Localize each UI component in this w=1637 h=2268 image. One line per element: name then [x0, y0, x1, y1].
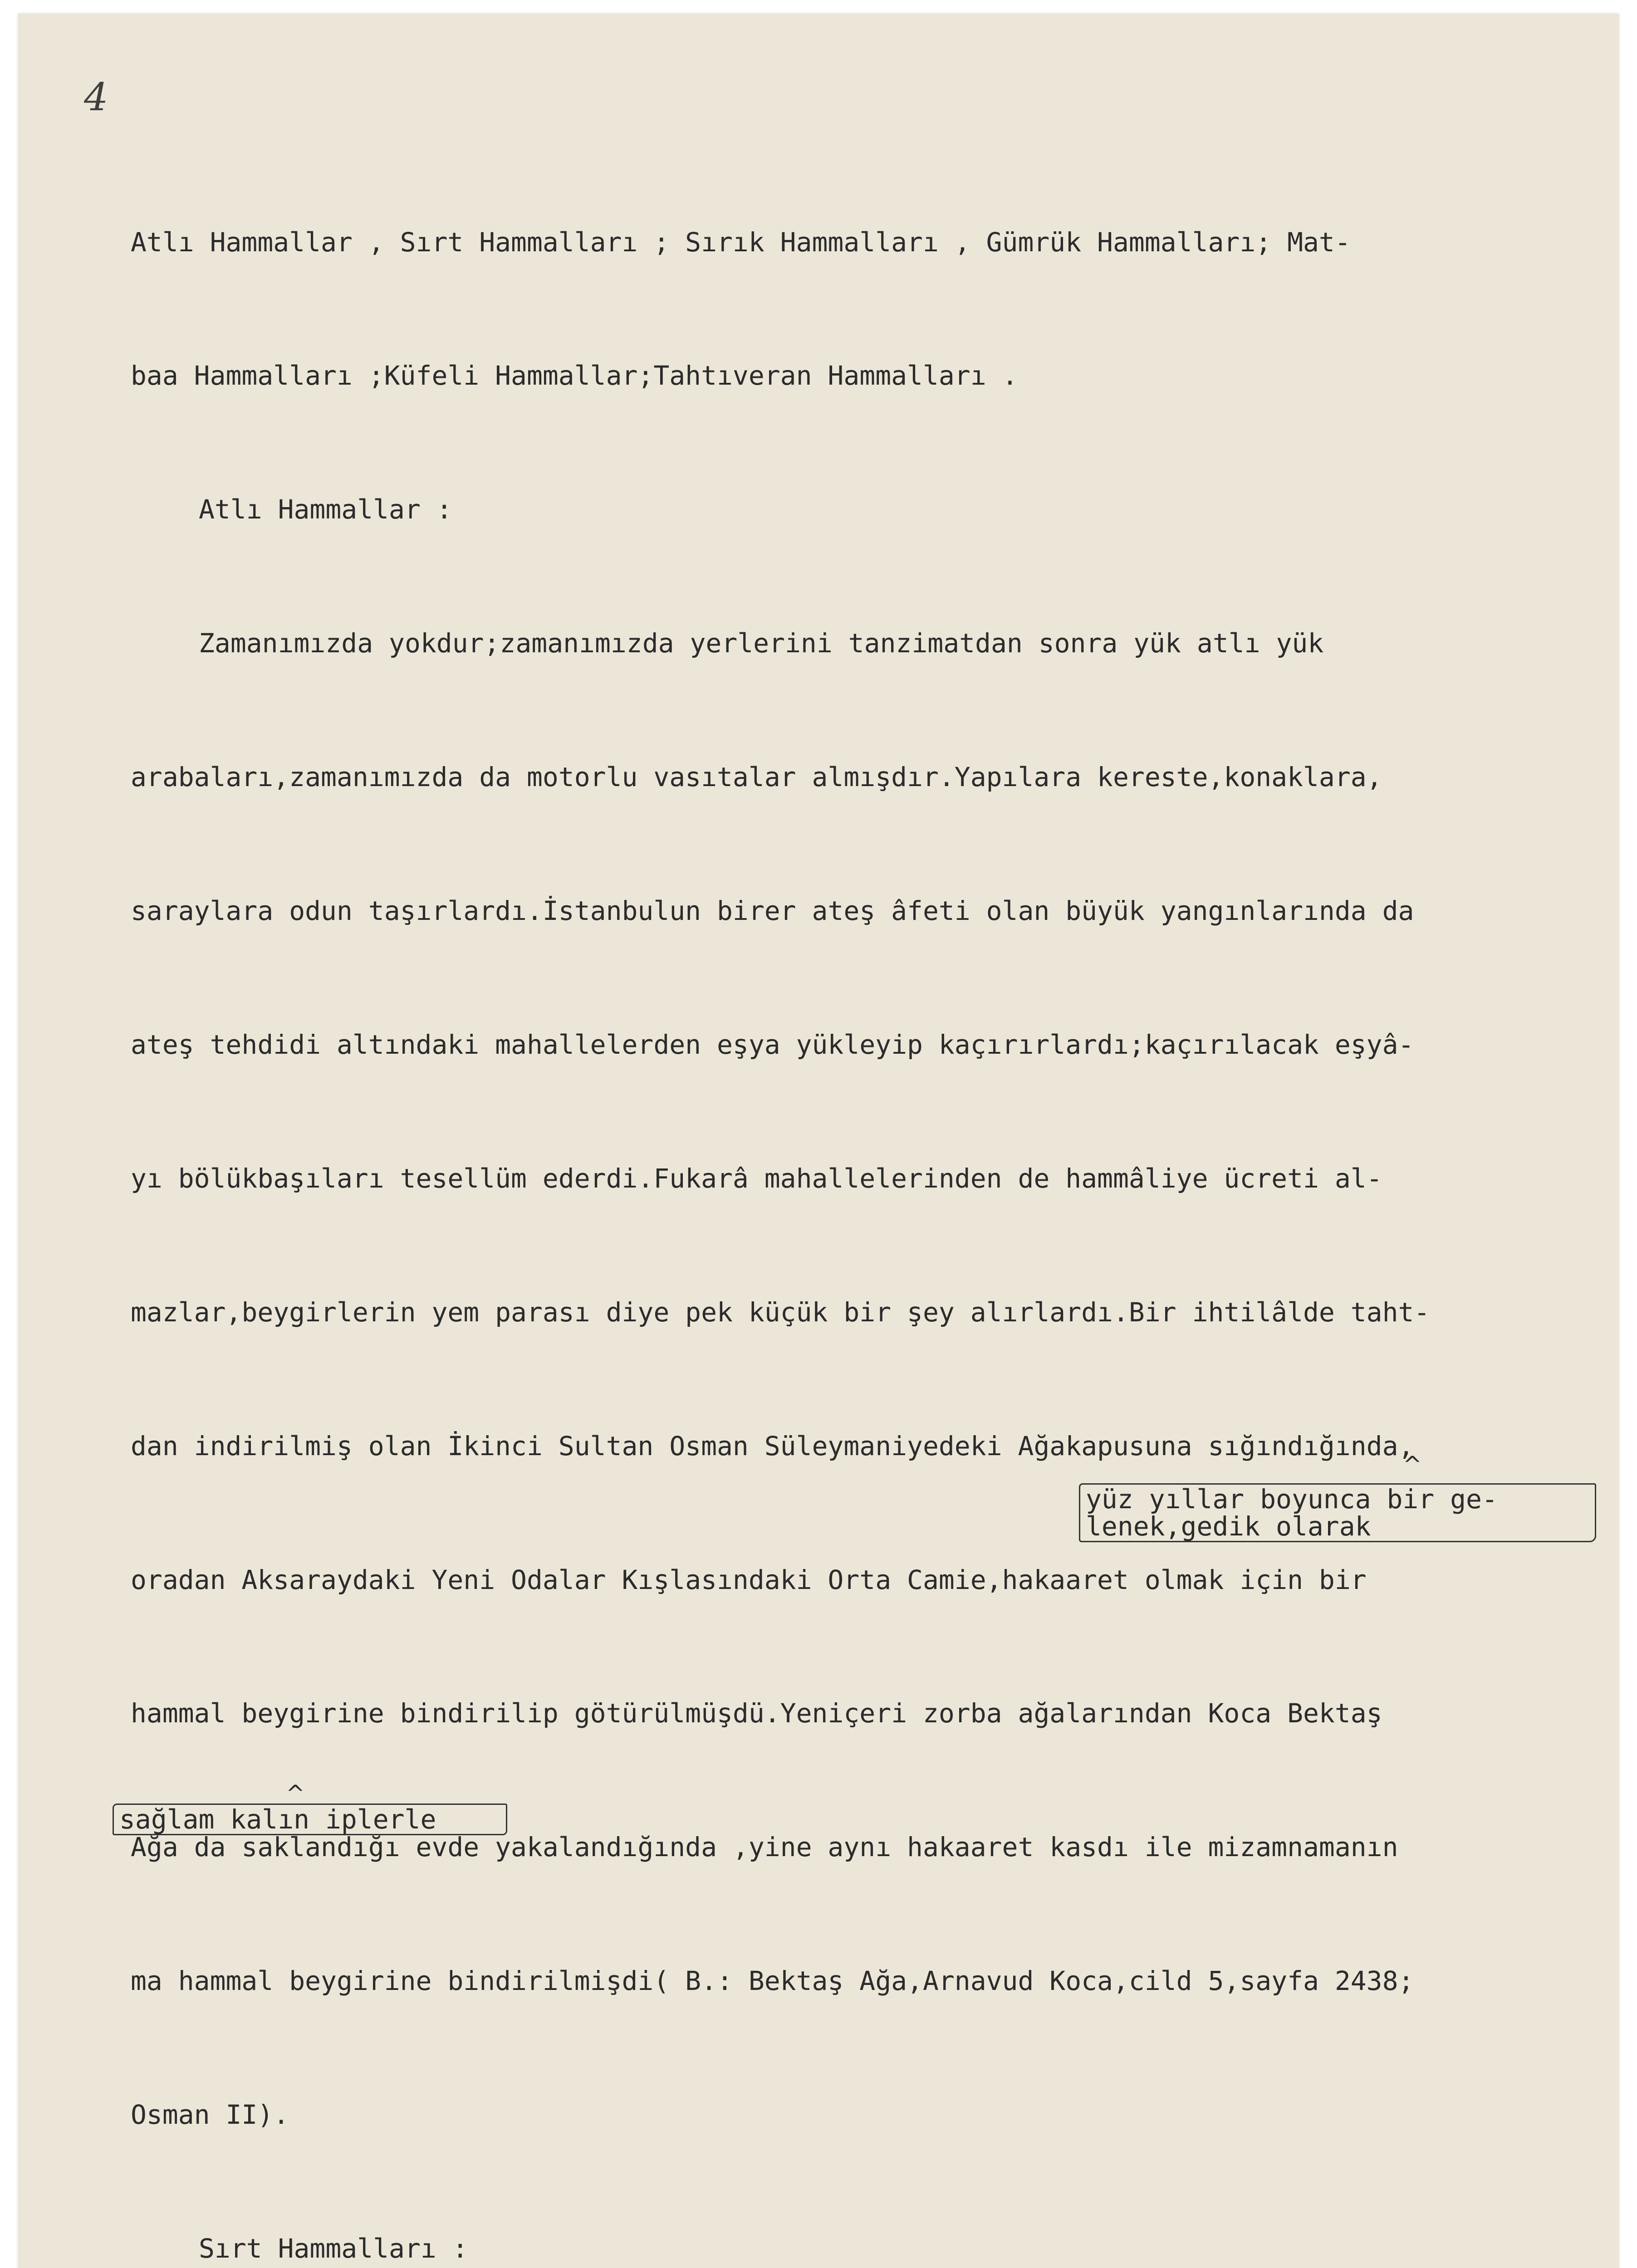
handwritten-insertion-box: yüz yıllar boyunca bir ge- lenek,gedik olarak: [1079, 1483, 1596, 1542]
text-line: oradan Aksaraydaki Yeni Odalar Kışlasındaki Orta Camie,hakaaret olmak için bir: [131, 1564, 1367, 1595]
document-page: [18, 14, 1619, 2268]
text-line: ma hammal beygirine bindirilmişdi( B.: Bektaş Ağa,Arnavud Koca,cild 5,sayfa 2438;: [131, 1965, 1414, 1997]
text-line: baa Hammalları ;Küfeli Hammallar;Tahtıveran Hammalları .: [131, 360, 1018, 391]
text-line: arabaları,zamanımızda da motorlu vasıtalar almışdır.Yapılara kereste,konaklara,: [131, 762, 1382, 793]
text-line: saraylara odun taşırlardı.İstanbulun birer ateş âfeti olan büyük yangınlarında da: [131, 895, 1414, 927]
page-number: 4: [84, 75, 108, 119]
insertion-caret-icon: ^: [1403, 1452, 1422, 1478]
text-line: ateş tehdidi altındaki mahallelerden eşya yükleyip kaçırırlardı;kaçırılacak eşyâ-: [131, 1029, 1414, 1060]
text-line: hammal beygirine bindirilip götürülmüşdü.Yeniçeri zorba ağalarından Koca Bektaş: [131, 1698, 1382, 1729]
typed-text-body: [131, 131, 1628, 2268]
section-heading-sirt: Sırt Hammalları :: [199, 2233, 468, 2264]
text-line: Ağa da saklandığı evde yakalandığında ,yine aynı hakaaret kasdı ile mizamnamanın: [131, 1832, 1398, 1863]
text-line: mazlar,beygirlerin yem parası diye pek küçük bir şey alırlardı.Bir ihtilâlde taht-: [131, 1296, 1430, 1328]
handwritten-insertion-box: sağlam kalın iplerle: [113, 1804, 507, 1835]
text-line: Zamanımızda yokdur;zamanımızda yerlerini tanzimatdan sonra yük atlı yük: [199, 628, 1324, 659]
text-line: Atlı Hammallar , Sırt Hammalları ; Sırık Hammalları , Gümrük Hammalları; Mat-: [131, 226, 1351, 258]
text-line: dan indirilmiş olan İkinci Sultan Osman Süleymaniyedeki Ağakapusuna sığındığında,: [131, 1430, 1414, 1461]
section-heading-atli: Atlı Hammallar :: [199, 494, 452, 525]
text-line: yı bölükbaşıları tesellüm ederdi.Fukarâ mahallelerinden de hammâliye ücreti al-: [131, 1163, 1382, 1194]
insertion-caret-icon: ^: [286, 1780, 305, 1807]
text-line: Osman II).: [131, 2099, 289, 2131]
